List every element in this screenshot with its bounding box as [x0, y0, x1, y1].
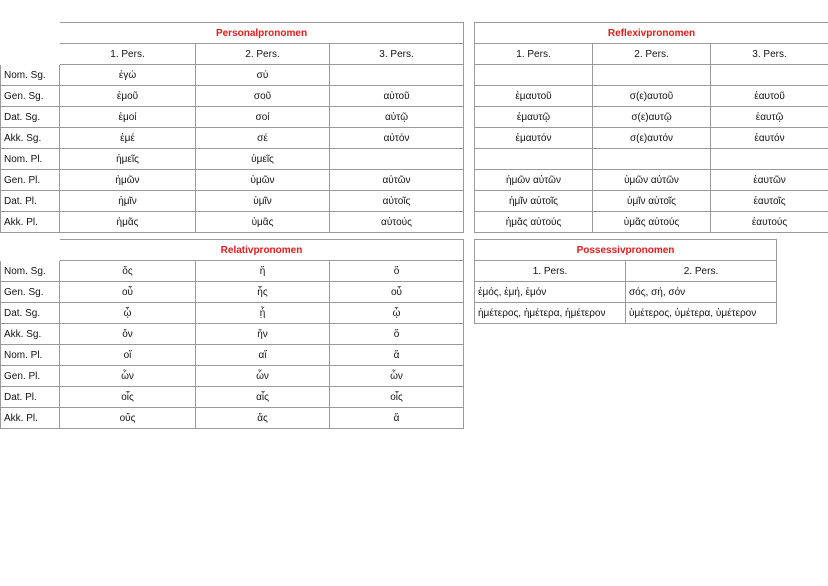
table-cell: ὧν [330, 366, 464, 387]
table-cell: ἐμέ [60, 128, 196, 149]
table-cell: σοί [196, 107, 330, 128]
column-header: 2. Pers. [593, 44, 711, 65]
table-cell: οὗ [330, 282, 464, 303]
table-cell: ἑαυτοῖς [711, 191, 828, 212]
table-row [475, 191, 828, 212]
table-row [1, 408, 464, 429]
row-label: Akk. Pl. [1, 212, 60, 233]
table-cell: ὑμεῖς [196, 149, 330, 170]
table-cell: αὐτοῦ [330, 86, 464, 107]
table-row [1, 387, 464, 408]
table-cell: ἡμᾶς αὐτούς [475, 212, 593, 233]
row-label: Nom. Sg. [1, 65, 60, 86]
table-cell: ὅ [330, 261, 464, 282]
table-cell: ἡμᾶς [60, 212, 196, 233]
table-cell: αὐτοῖς [330, 191, 464, 212]
table-cell: ὑμῶν [196, 170, 330, 191]
table-cell: ὑμέτερος, ὑμέτερα, ὑμέτερον [626, 303, 777, 324]
table-title: Relativpronomen [60, 240, 464, 261]
table-cell: ἡμῖν αὐτοῖς [475, 191, 593, 212]
row-label: Dat. Sg. [1, 303, 60, 324]
table-cell: ὑμᾶς αὐτούς [593, 212, 711, 233]
table-row [475, 170, 828, 191]
table-cell: ἥ [196, 261, 330, 282]
table-cell [330, 149, 464, 170]
table-cell: οὕς [60, 408, 196, 429]
table-cell: σέ [196, 128, 330, 149]
table-cell: ἑαυτῶν [711, 170, 828, 191]
table-cell: οὗ [60, 282, 196, 303]
table-cell: ὑμῖν [196, 191, 330, 212]
table-cell: ὧν [196, 366, 330, 387]
column-header: 1. Pers. [475, 44, 593, 65]
row-label: Gen. Sg. [1, 282, 60, 303]
column-header: 2. Pers. [626, 261, 777, 282]
row-label: Dat. Pl. [1, 191, 60, 212]
table-cell: σ(ε)αυτόν [593, 128, 711, 149]
table-cell: ἡμέτερος, ἡμέτερα, ἡμέτερον [475, 303, 626, 324]
row-label: Dat. Sg. [1, 107, 60, 128]
table-cell [330, 65, 464, 86]
table-cell: ἥν [196, 324, 330, 345]
table-row [1, 170, 464, 191]
table-cell: σύ [196, 65, 330, 86]
table-cell: ἡμῖν [60, 191, 196, 212]
table-row [475, 212, 828, 233]
row-label: Nom. Pl. [1, 345, 60, 366]
table-cell [593, 65, 711, 86]
table-cell: ᾧ [60, 303, 196, 324]
table-cell: οἷς [330, 387, 464, 408]
table-row [475, 128, 828, 149]
table-row [1, 366, 464, 387]
table-cell: ἑαυτούς [711, 212, 828, 233]
column-header: 3. Pers. [330, 44, 464, 65]
table-cell: σ(ε)αυτοῦ [593, 86, 711, 107]
table-cell: ἐμαυτόν [475, 128, 593, 149]
table-row [1, 107, 464, 128]
table-row [1, 191, 464, 212]
row-label: Akk. Sg. [1, 128, 60, 149]
table-cell: ᾗ [196, 303, 330, 324]
column-header: 1. Pers. [60, 44, 196, 65]
table-row [1, 324, 464, 345]
table-cell: αὐτῶν [330, 170, 464, 191]
table-title: Personalpronomen [60, 23, 464, 44]
table-row [1, 282, 464, 303]
possessive-pronoun-table [474, 239, 777, 324]
corner-cell [1, 240, 60, 261]
row-label: Akk. Pl. [1, 408, 60, 429]
table-cell: ᾧ [330, 303, 464, 324]
table-cell [711, 65, 828, 86]
table-row [1, 212, 464, 233]
table-cell: ἐγώ [60, 65, 196, 86]
table-row [1, 128, 464, 149]
table-cell: ἅ [330, 345, 464, 366]
table-cell: αὐτούς [330, 212, 464, 233]
table-row [475, 107, 828, 128]
table-cell: αὐτόν [330, 128, 464, 149]
relative-pronoun-table [0, 239, 464, 429]
personal-pronoun-table [0, 22, 464, 233]
table-cell: ἐμαυτῷ [475, 107, 593, 128]
table-row [475, 86, 828, 107]
table-row [1, 345, 464, 366]
table-cell: ὑμᾶς [196, 212, 330, 233]
table-cell: ἡμεῖς [60, 149, 196, 170]
table-cell: ὅν [60, 324, 196, 345]
table-cell [475, 65, 593, 86]
row-label: Nom. Sg. [1, 261, 60, 282]
table-cell: ἐμοῦ [60, 86, 196, 107]
table-cell: αἵ [196, 345, 330, 366]
table-cell: ἐμαυτοῦ [475, 86, 593, 107]
table-row [475, 303, 777, 324]
table-cell: αἷς [196, 387, 330, 408]
table-row [1, 86, 464, 107]
table-cell: ὅς [60, 261, 196, 282]
row-label: Akk. Sg. [1, 324, 60, 345]
table-cell [711, 149, 828, 170]
corner-cell [1, 44, 60, 65]
table-cell: ἑαυτόν [711, 128, 828, 149]
table-cell: ἅς [196, 408, 330, 429]
table-cell: ἐμός, ἐμή, ἐμόν [475, 282, 626, 303]
table-cell: ἐμοί [60, 107, 196, 128]
reflexive-pronoun-table [474, 22, 828, 233]
row-label: Gen. Sg. [1, 86, 60, 107]
table-cell: σός, σή, σόν [626, 282, 777, 303]
table-cell: οἷς [60, 387, 196, 408]
table-cell: ἧς [196, 282, 330, 303]
table-cell: ἡμῶν [60, 170, 196, 191]
table-row [1, 261, 464, 282]
row-label: Gen. Pl. [1, 366, 60, 387]
table-row [475, 149, 828, 170]
table-cell [475, 149, 593, 170]
table-cell: ὧν [60, 366, 196, 387]
table-cell: ἅ [330, 408, 464, 429]
corner-cell [1, 23, 60, 44]
table-cell [593, 149, 711, 170]
table-cell: ὅ [330, 324, 464, 345]
row-label: Dat. Pl. [1, 387, 60, 408]
table-title: Reflexivpronomen [475, 23, 828, 44]
table-cell: ὑμῶν αὐτῶν [593, 170, 711, 191]
table-cell: ὑμῖν αὐτοῖς [593, 191, 711, 212]
table-cell: σ(ε)αυτῷ [593, 107, 711, 128]
table-row [475, 65, 828, 86]
column-header: 2. Pers. [196, 44, 330, 65]
table-row [1, 303, 464, 324]
row-label: Gen. Pl. [1, 170, 60, 191]
table-cell: οἵ [60, 345, 196, 366]
table-title: Possessivpronomen [475, 240, 777, 261]
table-cell: ἑαυτοῦ [711, 86, 828, 107]
row-label: Nom. Pl. [1, 149, 60, 170]
table-cell: ἡμῶν αὐτῶν [475, 170, 593, 191]
table-cell: ἑαυτῷ [711, 107, 828, 128]
table-cell: σοῦ [196, 86, 330, 107]
table-row [475, 282, 777, 303]
table-row [1, 65, 464, 86]
column-header: 1. Pers. [475, 261, 626, 282]
table-row [1, 149, 464, 170]
column-header: 3. Pers. [711, 44, 828, 65]
table-cell: αὐτῷ [330, 107, 464, 128]
